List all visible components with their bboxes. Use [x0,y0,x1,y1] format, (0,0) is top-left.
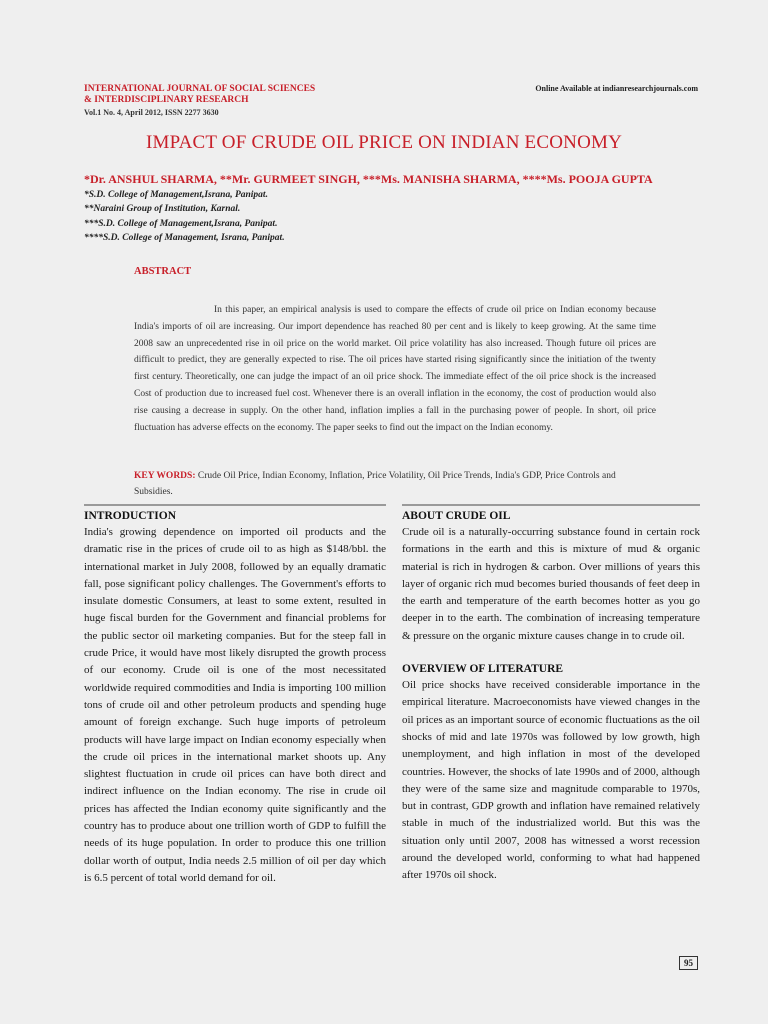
keywords [134,468,656,500]
paper-title: IMPACT OF CRUDE OIL PRICE ON INDIAN ECONOMY [145,132,623,153]
about-crude-oil-heading: ABOUT CRUDE OIL [402,510,511,522]
left-column [84,508,386,887]
journal-volume: Vol.1 No. 4, April 2012, ISSN 2277 3630 [84,108,219,117]
journal-name [84,84,315,106]
keywords-label: KEY WORDS: [134,471,196,481]
about-crude-oil-body: Crude oil is a naturally-occurring substance found in certain rock formations in the earth and this is mixture of mud & organic material is rich in hydrogen & carbon. Over millions of years this layer of organic rich mud becomes buried thousands of feet deep in the earth and temperature of the earth becomes hotter as you go deeper in to the earth. The combination of increasing temperature & pressure on the organic mixture causes change in to crude oil. [402,526,700,642]
affiliation-2: **Naraini Group of Institution, Karnal. [84,204,241,215]
keywords-text: Crude Oil Price, Indian Economy, Inflation, Price Volatility, Oil Price Trends, India's GDP, Price Controls and Subsidies. [134,471,616,497]
journal-name-line2: & INTERDISCIPLINARY RESEARCH [84,95,249,105]
overview-heading: OVERVIEW OF LITERATURE [402,663,564,676]
page-number: 95 [679,956,698,970]
abstract-body [134,302,656,436]
online-availability: Online Available at indianresearchjournals.com [535,84,698,93]
affiliation-4: ****S.D. College of Management, Israna, Panipat. [84,233,285,244]
abstract-text: In this paper, an empirical analysis is used to compare the effects of crude oil price on Indian economy because India's imports of oil are increasing. Our import dependence has reached 80 per cent and is likely to keep growing. At the same time 2008 saw an unprecedented rise in oil price on the world market. Oil price volatility has also increased. Though future oil prices are difficult to predict, they are generally expected to rise. The oil prices have started rising significantly since the initiation of the twenty first century. Theoretically, one can judge the impact of an oil price shock. The immediate effect of the oil price shock is the increased Cost of production due to increased fuel cost. Whenever there is an overall inflation in the economy, the cost of production would also rise causing a decrease in supply. On the other hand, inflation implies a fall in the purchasing power of people. In short, oil price fluctuation has adverse effects on the economy. The paper seeks to find out the impact on the Indian economy. [134,305,656,433]
left-column-rule [84,504,386,506]
affiliation-list [84,188,285,246]
journal-name-line1: INTERNATIONAL JOURNAL OF SOCIAL SCIENCES [84,84,316,94]
right-column [402,508,700,885]
introduction-heading: INTRODUCTION [84,510,177,522]
affiliation-3: ***S.D. College of Management,Israna, Panipat. [84,218,278,229]
right-column-rule [402,504,700,506]
affiliation-1: *S.D. College of Management,Israna, Panipat. [84,190,268,200]
introduction-body: India's growing dependence on imported oil products and the dramatic rise in the prices of crude oil to as high as $148/bbl. the international market in July 2008, followed by an equally dramatic fall, pose significant policy challenges. The Government's efforts to insulate domestic Consumers, at least to some extent, resulted in huge fiscal burden for the Government and financial problems for the public sector oil marketing companies. But for the steep fall in crude Price, it would have most likely disrupted the growth process of our economy. Crude oil is one of the most necessitated worldwide required commodities and India is importing 100 million tons of crude oil and other petroleum products and spending huge amount of foreign exchange. Such huge imports of petroleum products will have large impact on Indian economy especially when the crude oil prices in the international market shoots up. Any slightest fluctuation in crude oil prices can have both direct and indirect influence on the Indian economy. The rise in crude oil prices has affected the Indian economy quite significantly and the country has to produce about one trillion worth of GDP to fulfill the needs of its huge population. In order to produce this one trillion dollar worth of output, India needs 2.5 million of oil per day which is 6.5 percent of total world demand for oil. [84,526,386,884]
section-spacer [402,645,700,661]
author-list: *Dr. ANSHUL SHARMA, **Mr. GURMEET SINGH, ***Ms. MANISHA SHARMA, ****Ms. POOJA GUPTA [84,172,653,186]
abstract-heading: ABSTRACT [134,266,192,277]
overview-body: Oil price shocks have received considerable importance in the empirical literature. Macroeconomists have viewed changes in the oil prices as an important source of economic fluctuations as the oil shocks of mid and late 1970s was followed by low growth, high unemployment, and high inflation in most of the developed countries. However, the shocks of late 1990s and of 2000, although they were of the same size and magnitude comparable to 1970s, but in contrast, GDP growth and inflation have remained relatively stable in much of the industrialized world. But this was the situation only until 2007, 2008 has witnessed a worst recession around the developed world, conforming to what had happened after 1970s oil shock. [402,679,700,882]
